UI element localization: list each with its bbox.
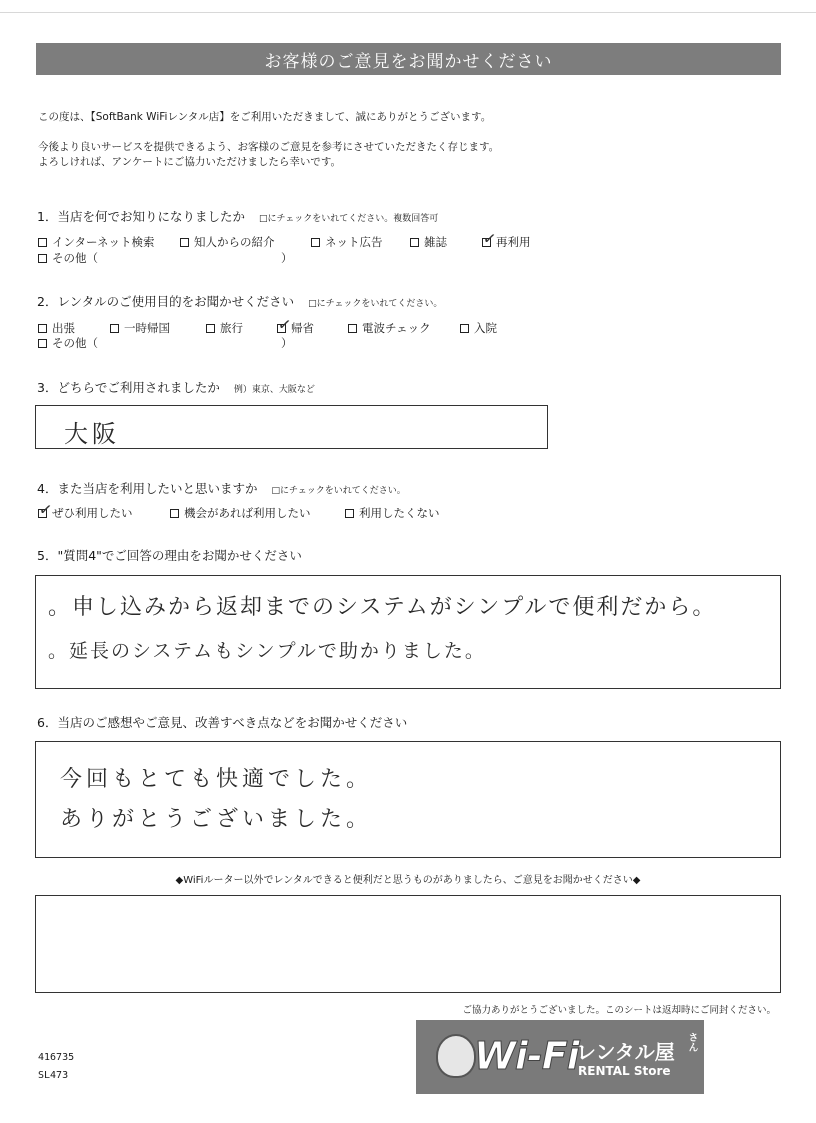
q1-option-referral[interactable] [180,234,275,250]
q2-note: □にチェックをいれてください。 [308,299,443,309]
q3-title-text: 3．どちらでご利用されましたか [37,380,220,395]
checkbox[interactable] [348,324,357,333]
q4-title [37,479,406,497]
checkbox[interactable] [345,509,354,518]
checkbox-checked[interactable] [276,313,293,335]
option-label: 電波チェック [362,321,431,335]
option-label: 機会があれば利用したい [184,506,311,520]
q1-option-ad[interactable] [311,234,383,250]
checkbox-checked[interactable] [37,498,54,520]
q2-title [37,292,442,310]
checkbox[interactable] [38,324,47,333]
option-label: ネット広告 [325,235,383,249]
brand-logo [416,1020,704,1094]
q1-option-other[interactable] [38,250,98,266]
q6-answer-line-1: 今回もとても快適でした。 [60,767,373,792]
q5-answer-box[interactable] [35,575,781,689]
option-label: 旅行 [220,321,243,335]
checkbox[interactable] [460,324,469,333]
q3-title [37,378,315,396]
checkbox-checked[interactable] [481,227,498,249]
form-code-1: 416735 [38,1052,75,1063]
logo-san-text: さん [686,1032,697,1052]
q2-title-text: 2．レンタルのご使用目的をお聞かせください [37,294,295,309]
q3-answer-box[interactable] [35,405,548,449]
q3-note: 例）東京、大阪など [233,385,315,395]
option-label: ぜひ利用したい [52,506,133,520]
survey-title: お客様のご意見をお聞かせください [264,51,553,72]
survey-header [36,43,781,75]
option-label: インターネット検索 [52,235,155,249]
q2-option-signal-check[interactable] [348,320,431,336]
q1-title [37,207,438,225]
intro-line-1: この度は、【SoftBank WiFiレンタル店】をご利用いただきまして、誠にありがとうございます。 [38,111,492,123]
q2-option-other[interactable] [38,335,98,351]
logo-japanese-text: レンタル屋 [576,1040,675,1064]
intro-line-3: よろしければ、アンケートにご協力いただけましたら幸いです。 [38,156,342,168]
q2-option-temp-return[interactable] [110,320,170,336]
q1-note: □にチェックをいれてください。複数回答可 [258,214,439,224]
q5-answer-line-2: 。延長のシステムもシンプルで助かりました。 [48,640,486,662]
q2-other-close: ） [281,336,293,350]
option-label: 一時帰国 [124,321,170,335]
form-code-2: SL473 [38,1070,69,1081]
q5-answer-line-1: 。申し込みから返却までのシステムがシンプルで便利だから。 [48,595,717,620]
check-mark-icon: ✓ [37,498,54,520]
checkbox[interactable] [38,339,47,348]
option-label: 利用したくない [359,506,440,520]
scan-edge-line [0,12,816,13]
q7-answer-box[interactable] [35,895,781,993]
checkbox[interactable] [170,509,179,518]
checkbox[interactable] [110,324,119,333]
checkbox[interactable] [206,324,215,333]
q1-title-text: 1．当店を何でお知りになりましたか [37,209,245,224]
q2-option-travel[interactable] [206,320,243,336]
q2-option-business[interactable] [38,320,75,336]
thanks-note: ご協力ありがとうございました。このシートは返却時にご同封ください。 [462,1005,776,1016]
q3-answer-handwriting: 大阪 [64,420,120,448]
option-label: 出張 [52,321,75,335]
checkbox[interactable] [311,238,320,247]
q7-title: ◆WiFiルーター以外でレンタルできると便利だと思うものがありましたら、ご意見をお聞かせください◆ [175,875,641,886]
option-label: 知人からの紹介 [194,235,275,249]
q4-note: □にチェックをいれてください。 [271,486,406,496]
q1-option-magazine[interactable] [410,234,447,250]
q1-other-close: ） [281,251,293,265]
checkbox[interactable] [38,238,47,247]
option-label: 入院 [474,321,497,335]
q4-option-no[interactable] [345,505,440,521]
q5-title: 5．"質問4"でご回答の理由をお聞かせください [37,548,302,563]
q6-answer-box[interactable] [35,741,781,858]
q6-answer-line-2: ありがとうございました。 [60,807,373,832]
option-label: 雑誌 [424,235,447,249]
q1-option-reuse[interactable] [481,227,531,250]
logo-english-text: RENTAL Store [578,1064,671,1078]
checkbox[interactable] [38,254,47,263]
mascot-icon [436,1034,476,1078]
checkbox[interactable] [410,238,419,247]
check-mark-icon: ✓ [276,313,293,335]
q2-option-hospital[interactable] [460,320,497,336]
option-label: 再利用 [496,235,531,249]
q4-option-definitely[interactable] [37,498,133,521]
option-label: その他（ [52,251,98,265]
logo-wifi-text: Wi-Fi [474,1034,579,1078]
intro-line-2: 今後より良いサービスを提供できるよう、お客様のご意見を参考にさせていただきたく存じます。 [38,141,500,153]
q4-title-text: 4．また当店を利用したいと思いますか [37,481,258,496]
q6-title: 6．当店のご感想やご意見、改善すべき点などをお聞かせください [37,715,408,730]
q1-option-search[interactable] [38,234,154,250]
option-label: その他（ [52,336,98,350]
q4-option-maybe[interactable] [170,505,311,521]
option-label: 帰省 [291,321,314,335]
checkbox[interactable] [180,238,189,247]
q2-option-homecoming[interactable] [276,313,314,336]
check-mark-icon: ✓ [481,227,498,249]
